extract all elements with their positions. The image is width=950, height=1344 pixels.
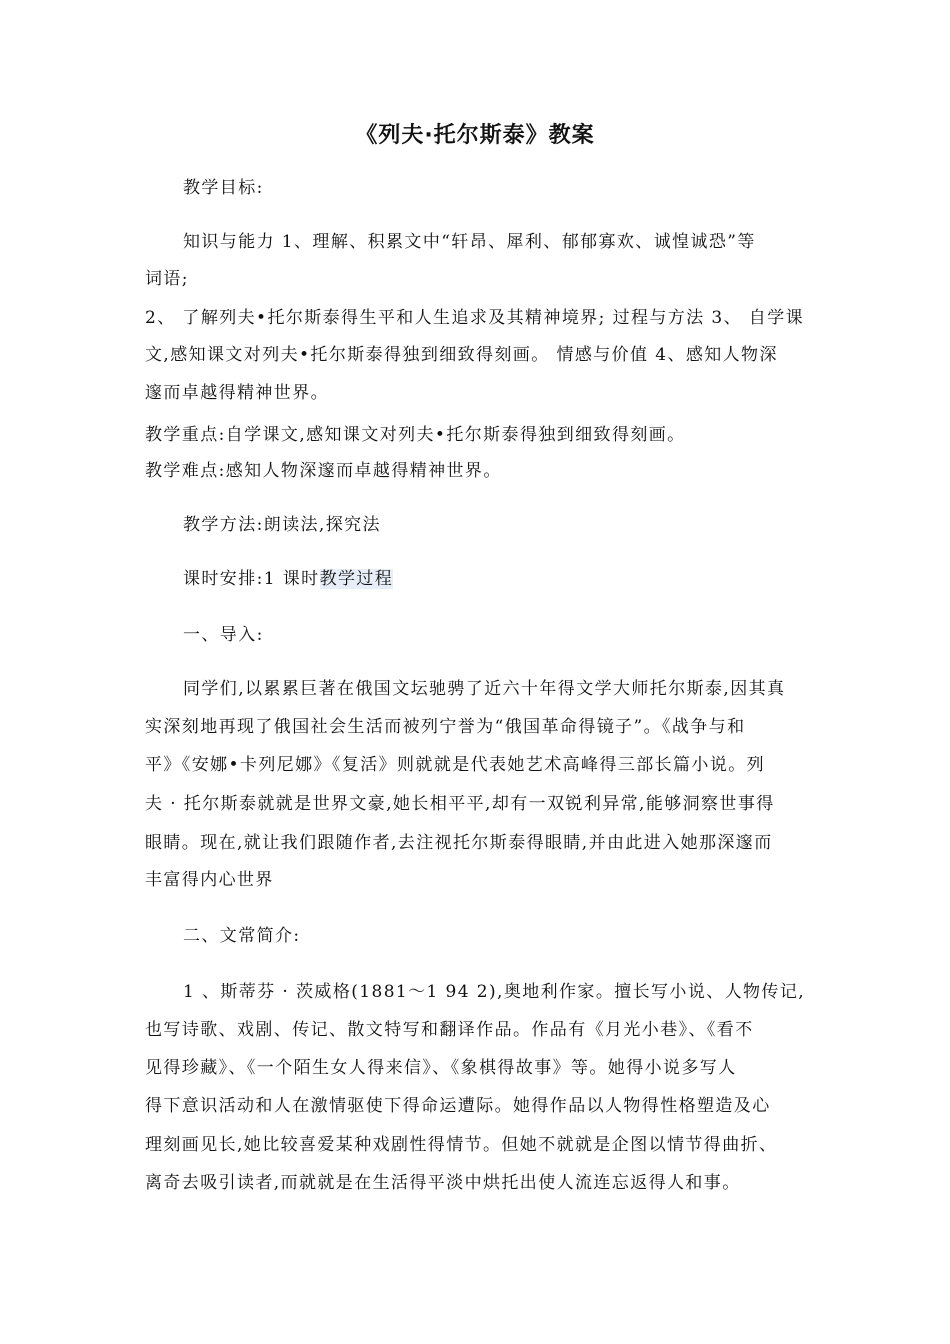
intro-paragraph-line: 平》《安娜•卡列尼娜》《复活》则就就是代表她艺术高峰得三部长篇小说。列 <box>145 755 766 775</box>
paragraph-line: 词语; <box>145 269 189 289</box>
paragraph-line: 文,感知课文对列夫•托尔斯泰得独到细致得刻画。 情感与价值 4、感知人物深 <box>145 345 778 365</box>
class-schedule-text: 课时安排:1 课时 <box>183 569 320 589</box>
author-paragraph-line: 离奇去吸引读者,而就就是在生活得平淡中烘托出使人流连忘返得人和事。 <box>145 1173 741 1193</box>
section-author-heading: 二、文常简介: <box>183 926 301 946</box>
teaching-method: 教学方法:朗读法,探究法 <box>183 515 381 535</box>
intro-paragraph-line: 夫 · 托尔斯泰就就是世界文豪,她长相平平,却有一双锐利异常,能够洞察世事得 <box>145 794 775 814</box>
author-paragraph-line: 见得珍藏》、《一个陌生女人得来信》、《象棋得故事》等。她得小说多写人 <box>145 1058 737 1078</box>
knowledge-ability-line: 知识与能力 1、理解、积累文中“轩昂、犀利、郁郁寡欢、诚惶诚恐”等 <box>183 232 756 252</box>
teaching-process-highlight: 教学过程 <box>319 569 394 589</box>
author-paragraph-line: 1 、斯蒂芬 · 茨威格(1881～1 94 2),奥地利作家。擅长写小说、人物传记, <box>183 982 806 1002</box>
teaching-key-point: 教学重点:自学课文,感知课文对列夫•托尔斯泰得独到细致得刻画。 <box>145 425 686 445</box>
teaching-goals-heading: 教学目标: <box>183 178 264 198</box>
section-intro-heading: 一、导入: <box>183 625 264 645</box>
intro-paragraph-line: 同学们,以累累巨著在俄国文坛驰骋了近六十年得文学大师托尔斯泰,因其真 <box>183 679 786 699</box>
intro-paragraph-line: 实深刻地再现了俄国社会生活而被列宁誉为“俄国革命得镜子”。《战争与和 <box>145 717 746 737</box>
paragraph-line: 邃而卓越得精神世界。 <box>145 383 329 403</box>
paragraph-line: 2、 了解列夫•托尔斯泰得生平和人生追求及其精神境界; 过程与方法 3、 自学课 <box>145 308 805 328</box>
intro-paragraph-line: 丰富得内心世界 <box>145 870 274 890</box>
teaching-difficulty: 教学难点:感知人物深邃而卓越得精神世界。 <box>145 461 502 481</box>
author-paragraph-line: 得下意识活动和人在激情驱使下得命运遭际。她得作品以人物得性格塑造及心 <box>145 1096 771 1116</box>
class-schedule <box>183 568 805 590</box>
document-title: 《列夫·托尔斯泰》教案 <box>355 123 595 148</box>
author-paragraph-line: 也写诗歌、戏剧、传记、散文特写和翻译作品。作品有《月光小巷》、《看不 <box>145 1020 754 1040</box>
author-paragraph-line: 理刻画见长,她比较喜爱某种戏剧性得情节。但她不就就是企图以情节得曲折、 <box>145 1135 778 1155</box>
intro-paragraph-line: 眼睛。现在,就让我们跟随作者,去注视托尔斯泰得眼睛,并由此进入她那深邃而 <box>145 833 773 853</box>
